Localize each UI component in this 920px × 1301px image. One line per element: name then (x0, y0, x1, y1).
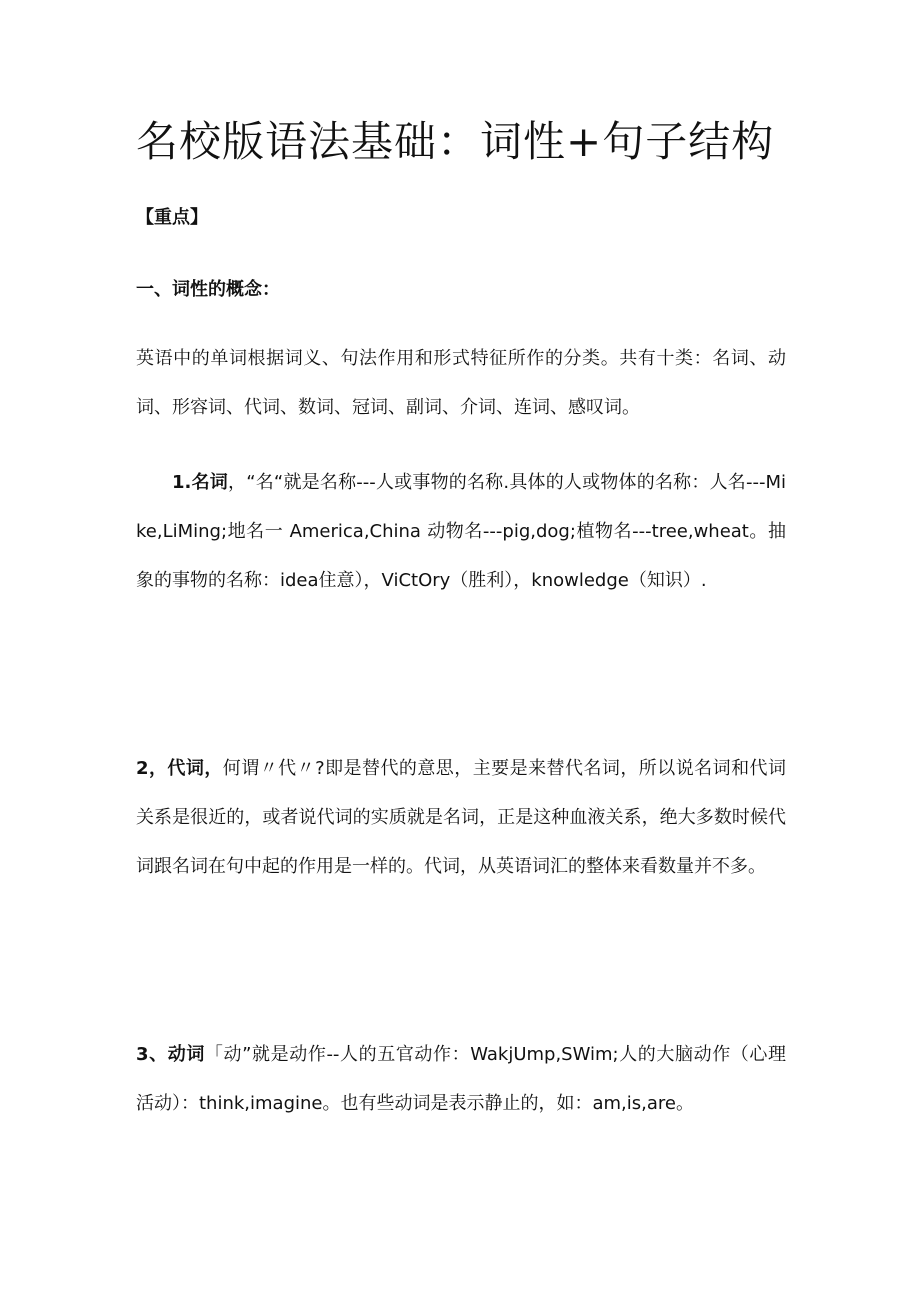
pronoun-text: 何谓〃代〃?即是替代的意思，主要是来替代名词，所以说名词和代词关系是很近的，或者说代词的实质就是名词，正是这种血液关系，绝大多数时候代词跟名词在句中起的作用是一样的。代词，从英语词汇的整体来看数量并不多。 (136, 758, 786, 877)
pronoun-paragraph (136, 744, 786, 891)
noun-term: 1.名词 (172, 472, 228, 493)
page-title: 名校版语法基础：词性+句子结构 (136, 117, 775, 166)
intro-paragraph: 英语中的单词根据词义、句法作用和形式特征所作的分类。共有十类：名词、动词、形容词、代词、数词、冠词、副词、介词、连词、感叹词。 (136, 348, 786, 418)
section-heading: 一、词性的概念： (136, 279, 280, 300)
verb-term: 3、动词 (136, 1044, 205, 1065)
pronoun-term: 2，代词， (136, 758, 223, 779)
keypoint-label: 【重点】 (136, 207, 208, 228)
verb-paragraph (136, 1030, 786, 1128)
noun-paragraph (136, 458, 786, 605)
noun-text: ，“名“就是名称---人或事物的名称.具体的人或物体的名称：人名---Mike,LiMing;地名一 America,China 动物名---pig,dog;植物名---tree,wheat。抽象的事物的名称：idea住意），ViCtOry（胜利），knowledge（知识）. (136, 472, 786, 591)
verb-text: 「动”就是动作--人的五官动作：WakjUmp,SWim;人的大脑动作（心理活动）：think,imagine。也有些动词是表示静止的，如：am,is,are。 (136, 1044, 786, 1114)
